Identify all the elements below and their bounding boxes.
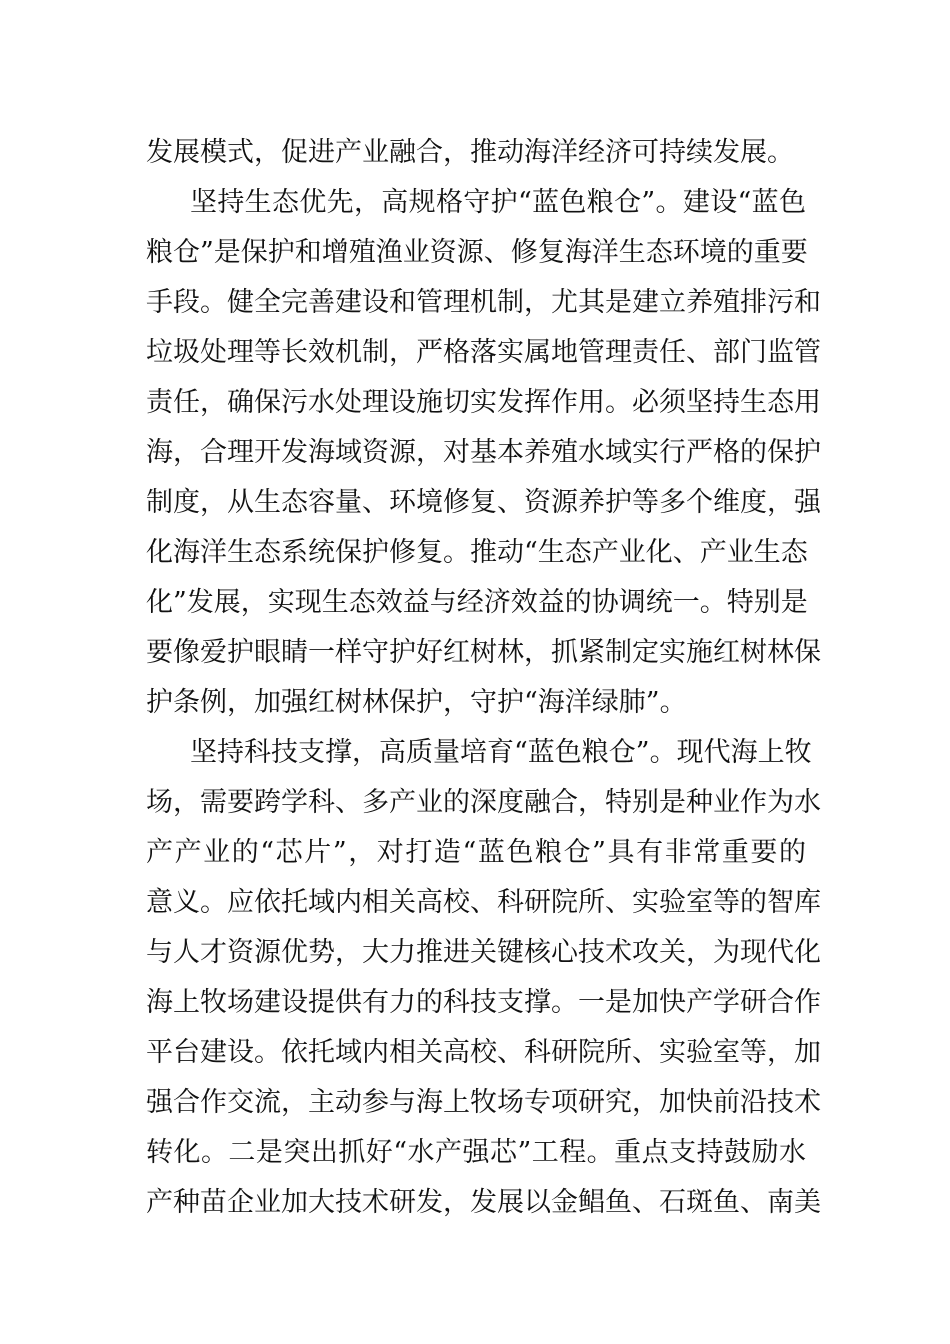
- text-line: 场，需要跨学科、多产业的深度融合，特别是种业作为水: [146, 787, 821, 818]
- text-line: 产产业的“芯片”，对打造“蓝色粮仓”具有非常重要的: [146, 837, 806, 868]
- text-line: 海，合理开发海域资源，对基本养殖水域实行严格的保护: [146, 437, 821, 468]
- text-line: 发展模式，促进产业融合，推动海洋经济可持续发展。: [146, 137, 794, 168]
- text-line: 责任，确保污水处理设施切实发挥作用。必须坚持生态用: [146, 387, 821, 418]
- text-line: 强合作交流，主动参与海上牧场专项研究，加快前沿技术: [146, 1087, 821, 1118]
- text-line: 护条例，加强红树林保护，守护“海洋绿肺”。: [146, 687, 687, 718]
- text-line: 化”发展，实现生态效益与经济效益的协调统一。特别是: [146, 587, 808, 618]
- body-text: [146, 128, 821, 1228]
- text-line: 制度，从生态容量、环境修复、资源养护等多个维度，强: [146, 487, 821, 518]
- text-line: 垃圾处理等长效机制，严格落实属地管理责任、部门监管: [146, 337, 821, 368]
- text-line: 手段。健全完善建设和管理机制，尤其是建立养殖排污和: [146, 287, 821, 318]
- text-line: 海上牧场建设提供有力的科技支撑。一是加快产学研合作: [146, 987, 821, 1018]
- text-line: 化海洋生态系统保护修复。推动“生态产业化、产业生态: [146, 537, 808, 568]
- paragraph-first-line: 坚持科技支撑，高质量培育“蓝色粮仓”。现代海上牧: [190, 737, 812, 768]
- text-line: 意义。应依托域内相关高校、科研院所、实验室等的智库: [146, 887, 821, 918]
- text-line: 与人才资源优势，大力推进关键核心技术攻关，为现代化: [146, 937, 821, 968]
- text-line: 产种苗企业加大技术研发，发展以金鲳鱼、石斑鱼、南美: [146, 1187, 821, 1218]
- paragraph-first-line: 坚持生态优先，高规格守护“蓝色粮仓”。建设“蓝色: [190, 187, 806, 218]
- text-line: 粮仓”是保护和增殖渔业资源、修复海洋生态环境的重要: [146, 237, 808, 268]
- text-line: 转化。二是突出抓好“水产强芯”工程。重点支持鼓励水: [146, 1137, 806, 1168]
- text-line: 平台建设。依托域内相关高校、科研院所、实验室等，加: [146, 1037, 821, 1068]
- text-line: 要像爱护眼睛一样守护好红树林，抓紧制定实施红树林保: [146, 637, 821, 668]
